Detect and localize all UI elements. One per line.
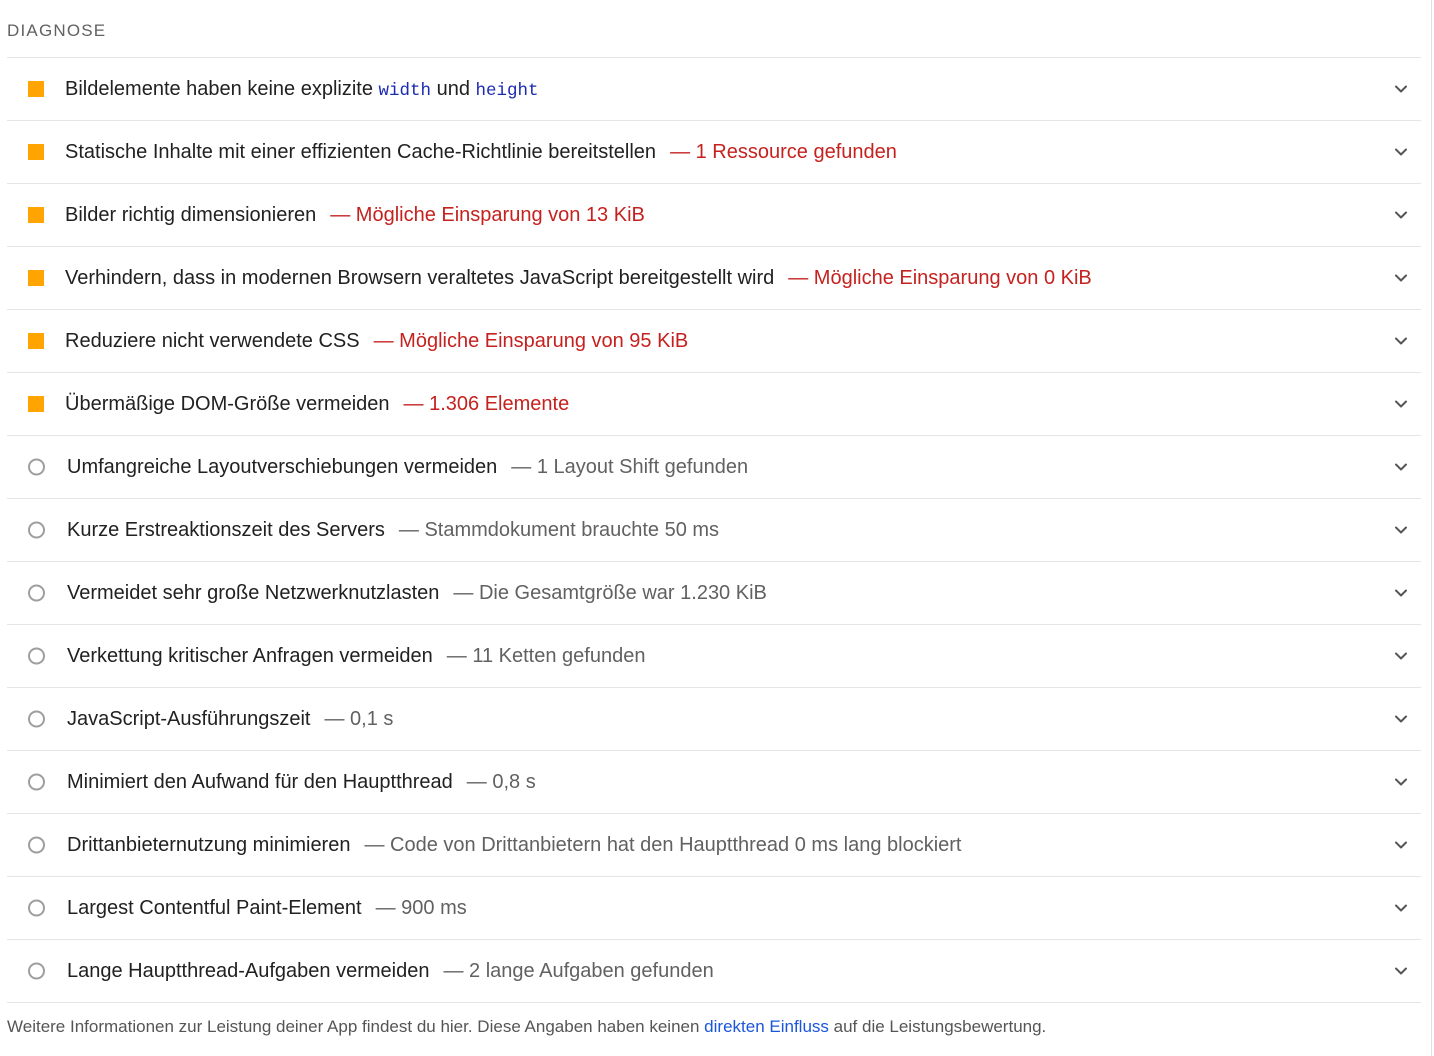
- audit-display-value: — Stammdokument brauchte 50 ms: [398, 519, 720, 541]
- chevron-down-icon[interactable]: [1393, 900, 1409, 916]
- audit-title-text: JavaScript-Ausführungszeit: [67, 708, 311, 730]
- audit-title-text: Verkettung kritischer Anfragen vermeiden: [67, 645, 433, 667]
- audit-item[interactable]: [7, 940, 1421, 1003]
- right-divider: [1431, 0, 1432, 1056]
- audit-title: [67, 625, 645, 687]
- info-circle-icon: [28, 963, 45, 980]
- chevron-down-icon[interactable]: [1393, 774, 1409, 790]
- audit-item[interactable]: [7, 877, 1421, 940]
- chevron-down-icon[interactable]: [1393, 522, 1409, 538]
- audit-title-text: Drittanbieternutzung minimieren: [67, 834, 351, 856]
- footer-text: Weitere Informationen zur Leistung deiner App findest du hier. Diese Angaben haben keinen: [7, 1017, 705, 1036]
- audit-title-text: Statische Inhalte mit einer effizienten Cache-Richtlinie bereitstellen: [65, 141, 657, 163]
- chevron-down-icon[interactable]: [1393, 207, 1409, 223]
- audit-title: [65, 310, 688, 372]
- audit-display-value: — 0,1 s: [324, 708, 394, 730]
- audit-title: [65, 247, 1092, 309]
- info-circle-icon: [28, 711, 45, 728]
- audit-title-text: Übermäßige DOM-Größe vermeiden: [65, 393, 390, 415]
- audit-title-text: und: [431, 78, 476, 100]
- chevron-down-icon[interactable]: [1393, 648, 1409, 664]
- audit-item[interactable]: [7, 625, 1421, 688]
- audit-title: [67, 688, 393, 750]
- chevron-down-icon[interactable]: [1393, 837, 1409, 853]
- chevron-down-icon[interactable]: [1393, 585, 1409, 601]
- audit-title-text: Largest Contentful Paint-Element: [67, 897, 362, 919]
- audit-display-value: — Code von Drittanbietern hat den Hauptthread 0 ms lang blockiert: [364, 834, 962, 856]
- audit-title-text: Bilder richtig dimensionieren: [65, 204, 317, 226]
- info-circle-icon: [28, 522, 45, 539]
- audit-title-text: Umfangreiche Layoutverschiebungen vermeiden: [67, 456, 498, 478]
- audit-display-value: — 900 ms: [375, 897, 467, 919]
- audit-display-value: — 11 Ketten gefunden: [446, 645, 646, 667]
- audit-item[interactable]: [7, 751, 1421, 814]
- fail-square-icon: [28, 144, 44, 160]
- audit-title-text: Reduziere nicht verwendete CSS: [65, 330, 360, 352]
- chevron-down-icon[interactable]: [1393, 396, 1409, 412]
- audit-title-text: Verhindern, dass in modernen Browsern veraltetes JavaScript bereitgestellt wird: [65, 267, 775, 289]
- info-circle-icon: [28, 648, 45, 665]
- audit-title-text: Kurze Erstreaktionszeit des Servers: [67, 519, 385, 541]
- fail-square-icon: [28, 270, 44, 286]
- audit-item[interactable]: [7, 814, 1421, 877]
- audit-title-text: Minimiert den Aufwand für den Hauptthread: [67, 771, 453, 793]
- info-circle-icon: [28, 900, 45, 917]
- audit-title: [65, 58, 539, 120]
- chevron-down-icon[interactable]: [1393, 459, 1409, 475]
- audit-title: [67, 499, 719, 561]
- audit-title: [67, 877, 467, 939]
- audit-title-text: Lange Hauptthread-Aufgaben vermeiden: [67, 960, 430, 982]
- fail-square-icon: [28, 207, 44, 223]
- chevron-down-icon[interactable]: [1393, 963, 1409, 979]
- audit-title: [67, 940, 714, 1002]
- code-width: width: [378, 81, 432, 101]
- audit-display-value: — Die Gesamtgröße war 1.230 KiB: [453, 582, 767, 604]
- audit-display-value: — 1.306 Elemente: [403, 393, 570, 415]
- fail-square-icon: [28, 81, 44, 97]
- audit-item[interactable]: [7, 58, 1421, 121]
- chevron-down-icon[interactable]: [1393, 333, 1409, 349]
- audit-item[interactable]: [7, 562, 1421, 625]
- chevron-down-icon[interactable]: [1393, 711, 1409, 727]
- audit-item[interactable]: [7, 499, 1421, 562]
- audit-display-value: — 0,8 s: [466, 771, 536, 793]
- audit-item[interactable]: [7, 310, 1421, 373]
- audit-display-value: — Mögliche Einsparung von 13 KiB: [330, 204, 645, 226]
- audit-display-value: — Mögliche Einsparung von 95 KiB: [373, 330, 689, 352]
- audit-title: [67, 814, 961, 876]
- fail-square-icon: [28, 396, 44, 412]
- audit-title: [65, 121, 897, 183]
- chevron-down-icon[interactable]: [1393, 270, 1409, 286]
- audit-display-value: — 1 Layout Shift gefunden: [511, 456, 749, 478]
- footer-text: auf die Leistungsbewertung.: [828, 1017, 1047, 1036]
- chevron-down-icon[interactable]: [1393, 81, 1409, 97]
- chevron-down-icon[interactable]: [1393, 144, 1409, 160]
- audit-title: [67, 562, 767, 624]
- audit-title: [65, 184, 645, 246]
- audit-item[interactable]: [7, 121, 1421, 184]
- audit-display-value: — 2 lange Aufgaben gefunden: [443, 960, 714, 982]
- audit-item[interactable]: [7, 436, 1421, 499]
- audit-title: [65, 373, 569, 435]
- audit-display-value: — 1 Ressource gefunden: [670, 141, 897, 163]
- audit-title-text: Vermeidet sehr große Netzwerknutzlasten: [67, 582, 440, 604]
- audit-title: [67, 751, 536, 813]
- footer-note: [7, 1017, 1046, 1037]
- diagnostics-section: [7, 0, 1421, 1003]
- section-title: DIAGNOSE: [7, 0, 1421, 58]
- info-circle-icon: [28, 774, 45, 791]
- info-circle-icon: [28, 459, 45, 476]
- audit-title-text: Bildelemente haben keine explizite: [65, 78, 379, 100]
- audit-item[interactable]: [7, 247, 1421, 310]
- audit-display-value: — Mögliche Einsparung von 0 KiB: [788, 267, 1092, 289]
- direct-impact-link[interactable]: direkten Einfluss: [704, 1017, 829, 1036]
- fail-square-icon: [28, 333, 44, 349]
- audit-item[interactable]: [7, 373, 1421, 436]
- info-circle-icon: [28, 585, 45, 602]
- audit-title: [67, 436, 748, 498]
- audit-item[interactable]: [7, 688, 1421, 751]
- code-height: height: [475, 81, 539, 101]
- info-circle-icon: [28, 837, 45, 854]
- audit-item[interactable]: [7, 184, 1421, 247]
